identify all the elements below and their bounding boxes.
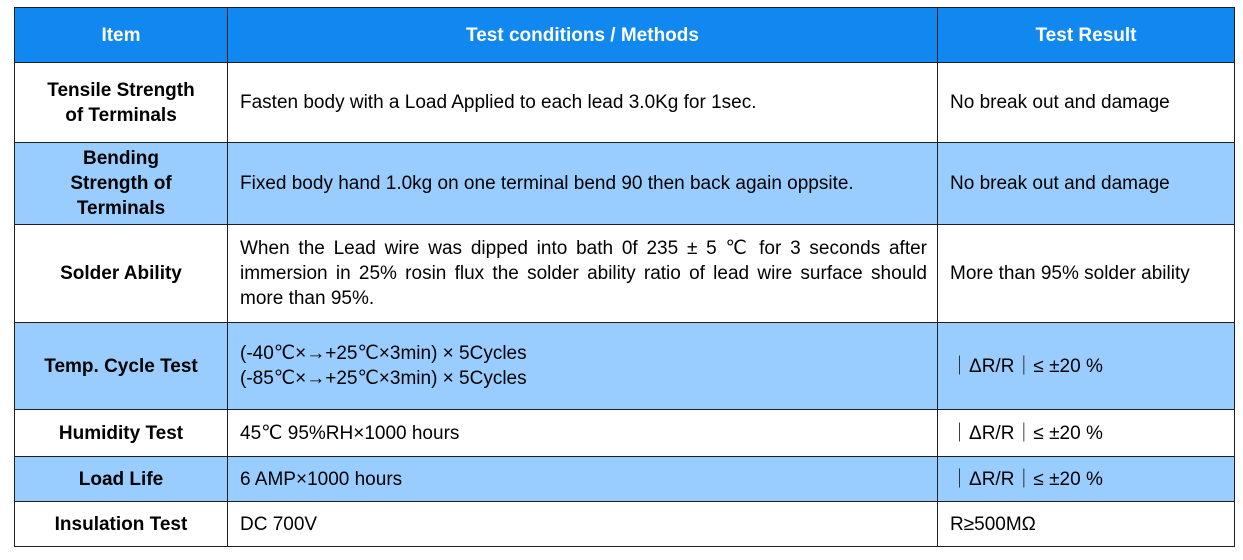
table-row xyxy=(15,502,1235,547)
table-row xyxy=(15,410,1235,457)
table-row xyxy=(15,143,1235,225)
test-specification-table xyxy=(14,7,1235,547)
condition-text xyxy=(240,236,927,311)
result-cell: R≥500MΩ xyxy=(938,502,1235,547)
result-cell: ｜ΔR/R｜≤ ±20 % xyxy=(938,457,1235,502)
item-label: Tensile Strength xyxy=(47,79,195,101)
item-cell xyxy=(15,502,228,547)
item-label: Terminals xyxy=(76,198,166,219)
table-row xyxy=(15,225,1235,323)
item-cell xyxy=(15,457,228,502)
item-label: Insulation Test xyxy=(54,513,188,535)
result-cell: More than 95% solder ability xyxy=(938,225,1235,323)
item-cell xyxy=(15,143,228,225)
condition-cell xyxy=(228,63,938,143)
item-label: Temp. Cycle Test xyxy=(44,355,198,377)
result-cell: No break out and damage xyxy=(938,143,1235,225)
condition-text: (-85℃×→+25℃×3min) × 5Cycles xyxy=(240,368,527,389)
condition-text: 6 AMP×1000 hours xyxy=(240,468,403,490)
condition-text: Fixed body hand 1.0kg on one terminal bend 90 then back again oppsite. xyxy=(240,173,854,194)
condition-line: immersion in 25% rosin flux the solder ability ratio of lead wire surface xyxy=(240,263,863,284)
result-cell: No break out and damage xyxy=(938,63,1235,143)
item-label: of Terminals xyxy=(65,104,177,126)
header-result: Test Result xyxy=(938,8,1235,63)
item-label: Strength of xyxy=(70,173,172,194)
condition-line: should more than 95%. xyxy=(240,263,927,309)
condition-text: Fasten body with a Load Applied to each lead 3.0Kg for 1sec. xyxy=(240,92,757,113)
item-label: Humidity Test xyxy=(58,422,184,444)
table-row xyxy=(15,457,1235,502)
condition-cell xyxy=(228,410,938,457)
item-cell xyxy=(15,323,228,410)
table-row xyxy=(15,63,1235,143)
result-cell: ｜ΔR/R｜≤ ±20 % xyxy=(938,323,1235,410)
condition-line: When the Lead wire was dipped into bath 0f 235 ± 5 ℃ for 3 seconds after xyxy=(240,238,927,259)
header-conditions: Test conditions / Methods xyxy=(228,8,938,63)
item-label: Solder Ability xyxy=(60,263,182,284)
item-label: Bending xyxy=(83,148,159,169)
condition-cell xyxy=(228,225,938,323)
table-header-row xyxy=(15,8,1235,63)
header-item: Item xyxy=(15,8,228,63)
item-label: Load Life xyxy=(78,468,164,490)
condition-cell xyxy=(228,502,938,547)
condition-text: (-40℃×→+25℃×3min) × 5Cycles xyxy=(240,343,527,364)
condition-cell xyxy=(228,457,938,502)
item-cell xyxy=(15,63,228,143)
result-cell: ｜ΔR/R｜≤ ±20 % xyxy=(938,410,1235,457)
condition-cell xyxy=(228,143,938,225)
table-row xyxy=(15,323,1235,410)
item-cell xyxy=(15,225,228,323)
condition-cell xyxy=(228,323,938,410)
condition-text: DC 700V xyxy=(240,513,318,535)
item-cell xyxy=(15,410,228,457)
condition-text: 45℃ 95%RH×1000 hours xyxy=(240,422,460,444)
